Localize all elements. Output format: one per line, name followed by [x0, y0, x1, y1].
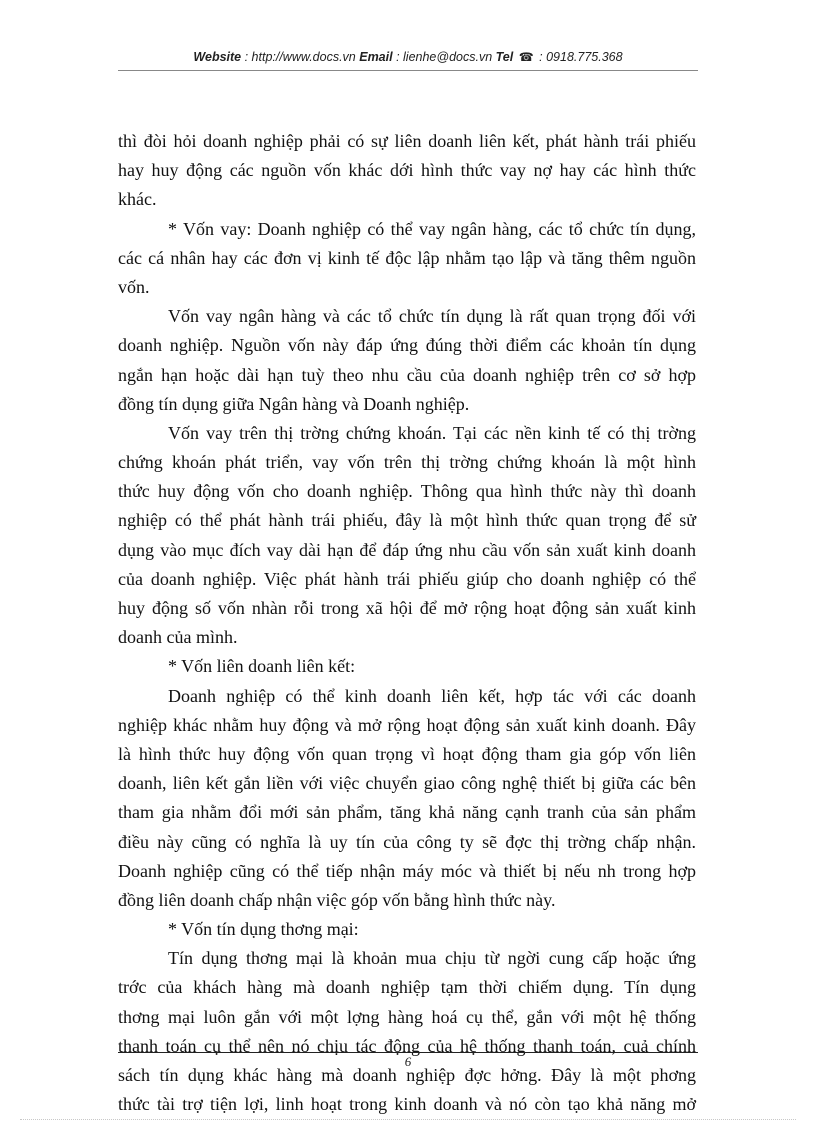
text-line: thơng mại luôn gắn với một lợng hàng hoá cụ thể, gắn với một hệ thống: [118, 1006, 696, 1027]
text-line: doanh của mình.: [118, 627, 238, 648]
text-line: thì đòi hỏi doanh nghiệp phải có sự liên doanh liên kết, phát hành trái phiếu: [118, 131, 696, 151]
text-line: doanh, liên kết gắn liền với việc chuyển giao công nghệ thiết bị giữa các bên: [118, 773, 696, 794]
tel-value: : 0918.775.368: [535, 50, 623, 64]
document-body: [118, 127, 696, 1119]
telephone-icon: ☎: [518, 50, 534, 64]
text-line: đồng tín dụng giữa Ngân hàng và Doanh nghiệp.: [118, 393, 470, 414]
text-line: thức huy động vốn cho doanh nghiệp. Thông qua hình thức này thì doanh: [118, 481, 696, 502]
text-line: doanh nghiệp. Nguồn vốn này đáp ứng đúng thời điểm các khoản tín dụng: [118, 335, 696, 356]
text-line: Doanh nghiệp có thể kinh doanh liên kết, hợp tác với các doanh: [168, 685, 696, 706]
page-number: 6: [404, 1054, 412, 1069]
text-line: nghiệp có thể phát hành trái phiếu, đây là một hình thức quan trọng để sử: [118, 510, 696, 531]
text-line: khác.: [118, 189, 157, 210]
page-header: [118, 50, 698, 64]
text-line: Vốn vay ngân hàng và các tổ chức tín dụng là rất quan trọng đối với: [168, 306, 696, 327]
text-line: chứng khoán phát triển, vay vốn trên thị trờng chứng khoán là một hình: [118, 452, 696, 473]
text-line: là hình thức huy động vốn quan trọng vì hoạt động tham gia góp vốn liên: [118, 743, 696, 764]
text-line: trớc của khách hàng mà doanh nghiệp tạm thời chiếm dụng. Tín dụng: [118, 977, 696, 998]
text-line: của doanh nghiệp. Việc phát hành trái phiếu giúp cho doanh nghiệp có thể: [118, 568, 696, 589]
text-line: thức tài trợ tiện lợi, linh hoạt trong kinh doanh và nó còn tạo khả năng mở: [118, 1094, 696, 1115]
text-line: hay huy động các nguồn vốn khác dới hình thức vay nợ hay các hình thức: [118, 160, 696, 181]
header-divider: [118, 70, 698, 71]
text-line: * Vốn tín dụng thơng mại:: [168, 919, 359, 940]
text-line: Doanh nghiệp cũng có thể tiếp nhận máy móc và thiết bị nếu nh trong hợp: [118, 860, 696, 881]
text-line: * Vốn liên doanh liên kết:: [168, 656, 356, 677]
text-line: ngắn hạn hoặc dài hạn tuỳ theo nhu cầu của doanh nghiệp trên cơ sở hợp: [118, 364, 696, 385]
text-line: thanh toán cụ thể nên nó chịu tác động của hệ thống thanh toán, cuả chính: [118, 1035, 696, 1056]
text-line: vốn.: [118, 276, 150, 297]
text-line: đồng liên doanh chấp nhận việc góp vốn bằng hình thức này.: [118, 889, 556, 910]
website-label: Website: [193, 50, 242, 64]
text-line: Vốn vay trên thị trờng chứng khoán. Tại các nền kinh tế có thị trờng: [168, 422, 696, 443]
text-line: dụng vào mục đích vay dài hạn để đáp ứng nhu cầu vốn sản xuất kinh doanh: [118, 539, 696, 560]
text-line: nghiệp khác nhằm huy động và mở rộng hoạt động sản xuất kinh doanh. Đây: [118, 714, 696, 735]
website-value: : http://www.docs.vn: [241, 50, 360, 64]
text-line: Tín dụng thơng mại là khoản mua chịu từ ngời cung cấp hoặc ứng: [168, 948, 696, 969]
text-line: * Vốn vay: Doanh nghiệp có thể vay ngân hàng, các tổ chức tín dụng,: [168, 218, 696, 239]
text-line: điều này cũng có nghĩa là uy tín của công ty sẽ đợc thị trờng chấp nhận.: [118, 831, 696, 852]
footer-divider: [118, 1052, 698, 1053]
email-label: Email: [359, 50, 393, 64]
text-line: huy động số vốn nhàn rỗi trong xã hội để mở rộng hoạt động sản xuất kinh: [118, 598, 696, 618]
text-line: sách tín dụng khác hàng mà doanh nghiệp đợc hởng. Đây là một phơng: [118, 1065, 696, 1085]
tel-label: Tel: [495, 50, 514, 64]
page-bottom-border: [20, 1119, 796, 1120]
text-line: tham gia nhằm đổi mới sản phẩm, tăng khả năng cạnh tranh của sản phẩm: [118, 802, 696, 823]
email-value: : lienhe@docs.vn: [392, 50, 496, 64]
text-line: các cá nhân hay các đơn vị kinh tế độc lập nhằm tạo lập và tăng thêm nguồn: [118, 247, 696, 268]
